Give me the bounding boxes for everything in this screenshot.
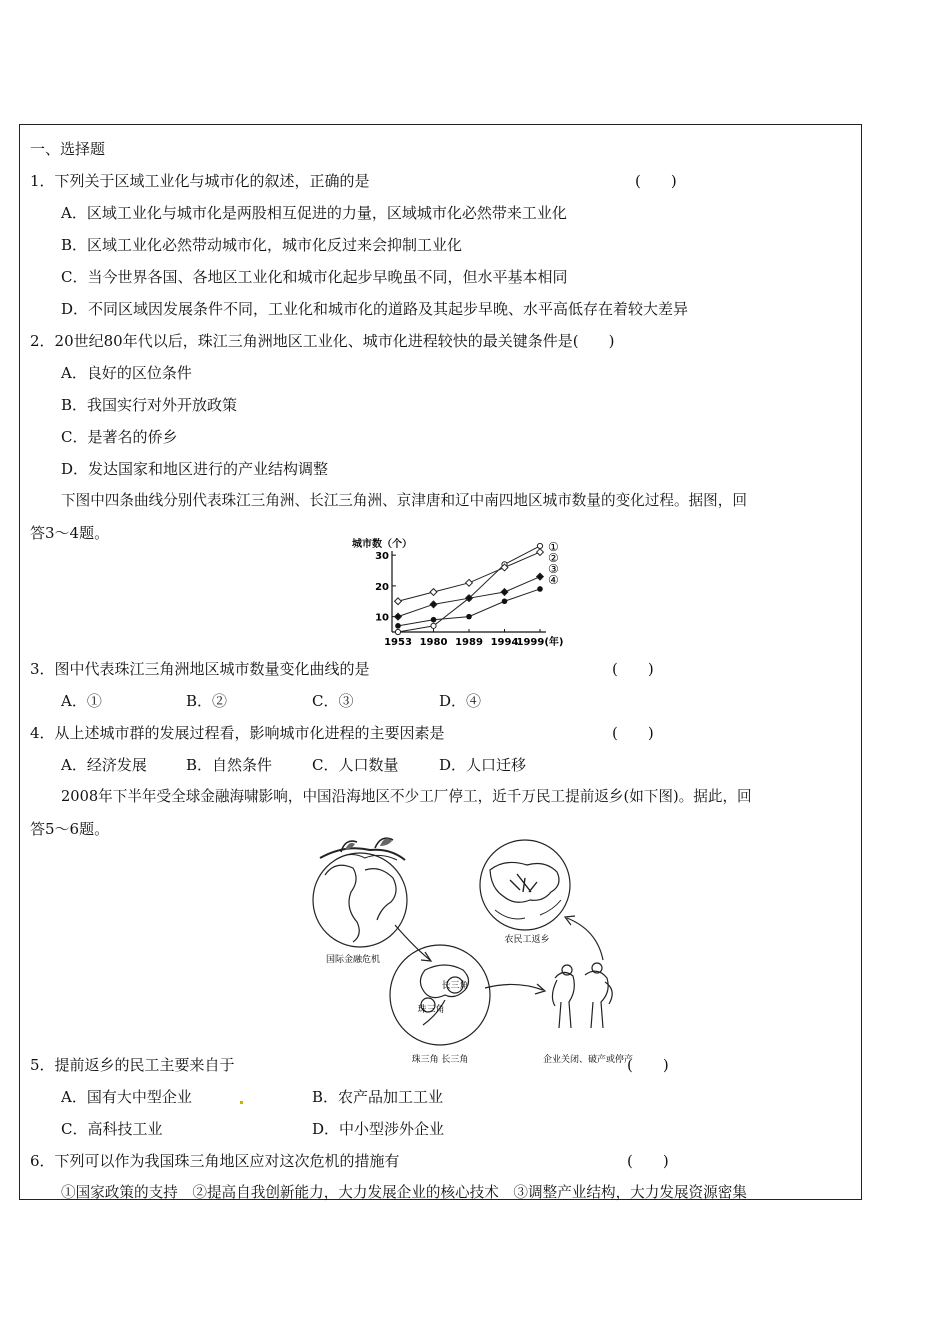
x-tick-label: 1999(年) [516,637,564,648]
question-4-stem: 4．从上述城市群的发展过程看，影响城市化进程的主要因素是 [30,724,445,742]
question-4-option-d: D．人口迁移 [439,756,527,774]
data-point [395,629,400,634]
data-point [501,589,508,596]
series-label: ④ [548,573,559,587]
y-tick-label: 20 [375,581,389,593]
question-5-option-b: B．农产品加工工业 [312,1088,444,1106]
question-1-option-a: A．区域工业化与城市化是两股相互促进的力量，区域城市化必然带来工业化 [61,204,567,222]
stray-mark [240,1101,243,1104]
question-2-option-b: B．我国实行对外开放政策 [61,396,238,414]
y-axis-label: 城市数（个） [352,539,412,550]
series-label: ② [548,551,559,565]
deltas-globe-icon [390,945,490,1045]
data-point [395,623,401,629]
question-4-option-a: A．经济发展 [61,756,147,774]
data-point [395,598,402,605]
passage-1-line-2: 答3～4题。 [30,524,110,542]
question-4-option-c: C．人口数量 [312,756,399,774]
question-5-option-c: C．高科技工业 [61,1120,163,1138]
pearl-delta-label: 珠三角 [417,1005,445,1015]
data-point [537,549,544,556]
question-4-option-b: B．自然条件 [186,756,273,774]
question-2-stem: 2．20世纪80年代以后，珠江三角洲地区工业化、城市化进程较快的最关键条件是( ) [30,332,615,350]
series-label: ③ [548,562,559,576]
passage-2-line-1: 2008年下半年受全球金融海啸影响，中国沿海地区不少工厂停工，近千万民工提前返乡(如下图)。据此，回 [61,788,752,805]
data-point [537,573,544,580]
question-3-option-c: C．③ [312,692,354,710]
china-map-globe-icon [480,840,570,930]
question-1-option-b: B．区域工业化必然带动城市化，城市化反过来会抑制工业化 [61,236,463,254]
question-3-stem: 3．图中代表珠江三角洲地区城市数量变化曲线的是 [30,660,370,678]
question-2-option-d: D．发达国家和地区进行的产业结构调整 [61,460,329,478]
question-3-option-d: D．④ [439,692,482,710]
return-label: 农民工返乡 [504,935,550,945]
data-point [466,579,473,586]
deltas-label: 珠三角 长三角 [411,1055,469,1065]
question-5-option-a: A．国有大中型企业 [61,1088,192,1106]
question-3-option-b: B．② [186,692,228,710]
question-3-option-a: A．① [61,692,102,710]
data-point [537,586,543,592]
document-frame [19,124,862,1200]
crisis-label: 国际金融危机 [325,955,381,965]
data-point [431,623,436,628]
data-point [502,598,508,604]
question-6-answer-blank: ( ) [627,1152,669,1170]
y-tick-label: 10 [375,612,389,624]
question-5-answer-blank: ( ) [627,1056,669,1074]
question-2-option-a: A．良好的区位条件 [61,364,192,382]
section-heading: 一、选择题 [30,140,106,158]
series-label: ① [548,540,559,554]
y-tick-label: 30 [375,551,389,563]
question-1-stem: 1．下列关于区域工业化与城市化的叙述，正确的是 [30,172,370,190]
passage-1-line-1: 下图中四条曲线分别代表珠江三角洲、长江三角洲、京津唐和辽中南四地区城市数量的变化过程。据图，回 [61,492,747,509]
x-tick-label: 1953 [384,637,412,648]
question-4-answer-blank: ( ) [612,724,654,742]
question-3-answer-blank: ( ) [612,660,654,678]
data-point [430,601,437,608]
question-2-option-c: C．是著名的侨乡 [61,428,178,446]
x-tick-label: 1989 [455,637,483,648]
yangtze-delta-label: 长三角 [441,981,469,991]
factory-workers-icon [552,963,612,1028]
crisis-globe-icon [313,838,407,947]
question-6-stem: 6．下列可以作为我国珠三角地区应对这次危机的措施有 [30,1152,400,1170]
financial-crisis-illustration [305,830,650,1065]
question-5-option-d: D．中小型涉外企业 [312,1120,445,1138]
x-tick-label: 1980 [419,637,448,648]
data-point [431,617,437,623]
city-count-line-chart [350,537,600,647]
question-1-answer-blank: ( ) [635,172,677,190]
passage-2-line-2: 答5～6题。 [30,820,110,838]
question-5-stem: 5．提前返乡的民工主要来自于 [30,1056,235,1074]
data-point [395,613,402,620]
data-point [430,589,437,596]
flow-arrow-icon [395,916,603,994]
series-line [398,552,540,601]
factories-label: 企业关闭、破产或停产 [542,1055,634,1065]
question-1-option-d: D．不同区域因发展条件不同，工业化和城市化的道路及其起步早晚、水平高低存在着较大差异 [61,300,689,318]
question-1-option-c: C．当今世界各国、各地区工业化和城市化起步早晚虽不同，但水平基本相同 [61,268,568,286]
question-6-items: ①国家政策的支持 ②提高自我创新能力，大力发展企业的核心技术 ③调整产业结构，大力发展资源密集 [61,1184,747,1201]
data-point [466,614,472,620]
x-tick-label: 1994 [490,637,519,648]
data-point [537,543,542,548]
